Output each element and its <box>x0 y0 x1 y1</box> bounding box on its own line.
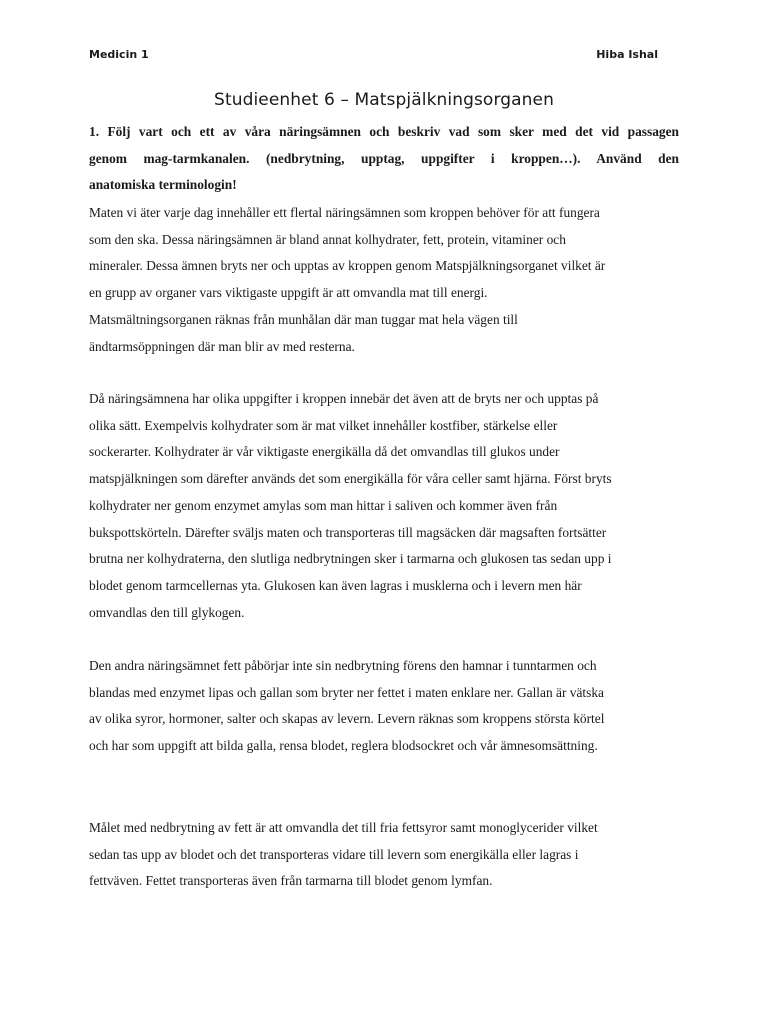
paragraph-line: Matsmältningsorganen räknas från munhålan där man tuggar mat hela vägen till <box>89 311 518 327</box>
paragraph-line: som den ska. Dessa näringsämnen är bland annat kolhydrater, fett, protein, vitaminer och <box>89 231 566 247</box>
page-title: Studieenhet 6 – Matspjälkningsorganen <box>214 90 554 110</box>
paragraph-line: olika sätt. Exempelvis kolhydrater som är mat vilket innehåller kostfiber, stärkelse eller <box>89 417 558 433</box>
question-line: anatomiska terminologin! <box>89 177 237 193</box>
paragraph-line: ändtarmsöppningen där man blir av med resterna. <box>89 338 355 354</box>
question-text <box>89 119 679 199</box>
paragraph-carbohydrates <box>89 386 679 626</box>
paragraph-line: Maten vi äter varje dag innehåller ett flertal näringsämnen som kroppen behöver för att fungera <box>89 205 600 220</box>
paragraph-line: brutna ner kolhydraterna, den slutliga nedbrytningen sker i tarmarna och glukosen tas sedan upp i <box>89 551 612 567</box>
paragraph-line: kolhydrater ner genom enzymet amylas som man hittar i saliven och kommer även från <box>89 497 558 513</box>
paragraph-line: Den andra näringsämnet fett påbörjar inte sin nedbrytning förens den hamnar i tunntarmen och <box>89 658 597 673</box>
header-author: Hiba Ishal <box>596 48 658 61</box>
paragraph-line: fettväven. Fettet transporteras även från tarmarna till blodet genom lymfan. <box>89 873 493 889</box>
paragraph-line: mineraler. Dessa ämnen bryts ner och upptas av kroppen genom Matspjälkningsorganet vilket är <box>89 258 606 274</box>
question-line: genom mag-tarmkanalen. (nedbrytning, upptag, uppgifter i kroppen…). Använd den <box>89 150 679 166</box>
paragraph-line: omvandlas den till glykogen. <box>89 604 245 620</box>
paragraph-line: sockerarter. Kolhydrater är vår viktigaste energikälla då det omvandlas till glukos under <box>89 444 560 460</box>
paragraph-intro <box>89 200 679 360</box>
question-line: 1. Följ vart och ett av våra näringsämnen och beskriv vad som sker med det vid passagen <box>89 124 679 139</box>
paragraph-line: och har som uppgift att bilda galla, rensa blodet, reglera blodsockret och vår ämnesomsättning. <box>89 738 598 754</box>
paragraph-line: bukspottskörteln. Därefter sväljs maten och transporteras till magsäcken där magsaften fortsätter <box>89 524 607 540</box>
paragraph-line: en grupp av organer vars viktigaste uppgift är att omvandla mat till energi. <box>89 285 488 301</box>
paragraph-line: sedan tas upp av blodet och det transporteras vidare till levern som energikälla eller lagras i <box>89 846 579 862</box>
paragraph-fat-absorption <box>89 815 679 895</box>
paragraph-line: Då näringsämnena har olika uppgifter i kroppen innebär det även att de bryts ner och upptas på <box>89 391 599 406</box>
paragraph-line: Målet med nedbrytning av fett är att omvandla det till fria fettsyror samt monoglycerider vilket <box>89 820 598 835</box>
paragraph-fat <box>89 653 679 760</box>
paragraph-line: blodet genom tarmcellernas yta. Glukosen kan även lagras i musklerna och i levern men här <box>89 577 582 593</box>
paragraph-line: matspjälkningen som därefter används det som energikälla för våra celler samt hjärna. Först bryts <box>89 471 612 487</box>
paragraph-line: blandas med enzymet lipas och gallan som bryter ner fettet i maten enklare ner. Gallan är vätska <box>89 684 604 700</box>
paragraph-line: av olika syror, hormoner, salter och skapas av levern. Levern räknas som kroppens största körtel <box>89 711 605 727</box>
header-course: Medicin 1 <box>89 48 149 61</box>
